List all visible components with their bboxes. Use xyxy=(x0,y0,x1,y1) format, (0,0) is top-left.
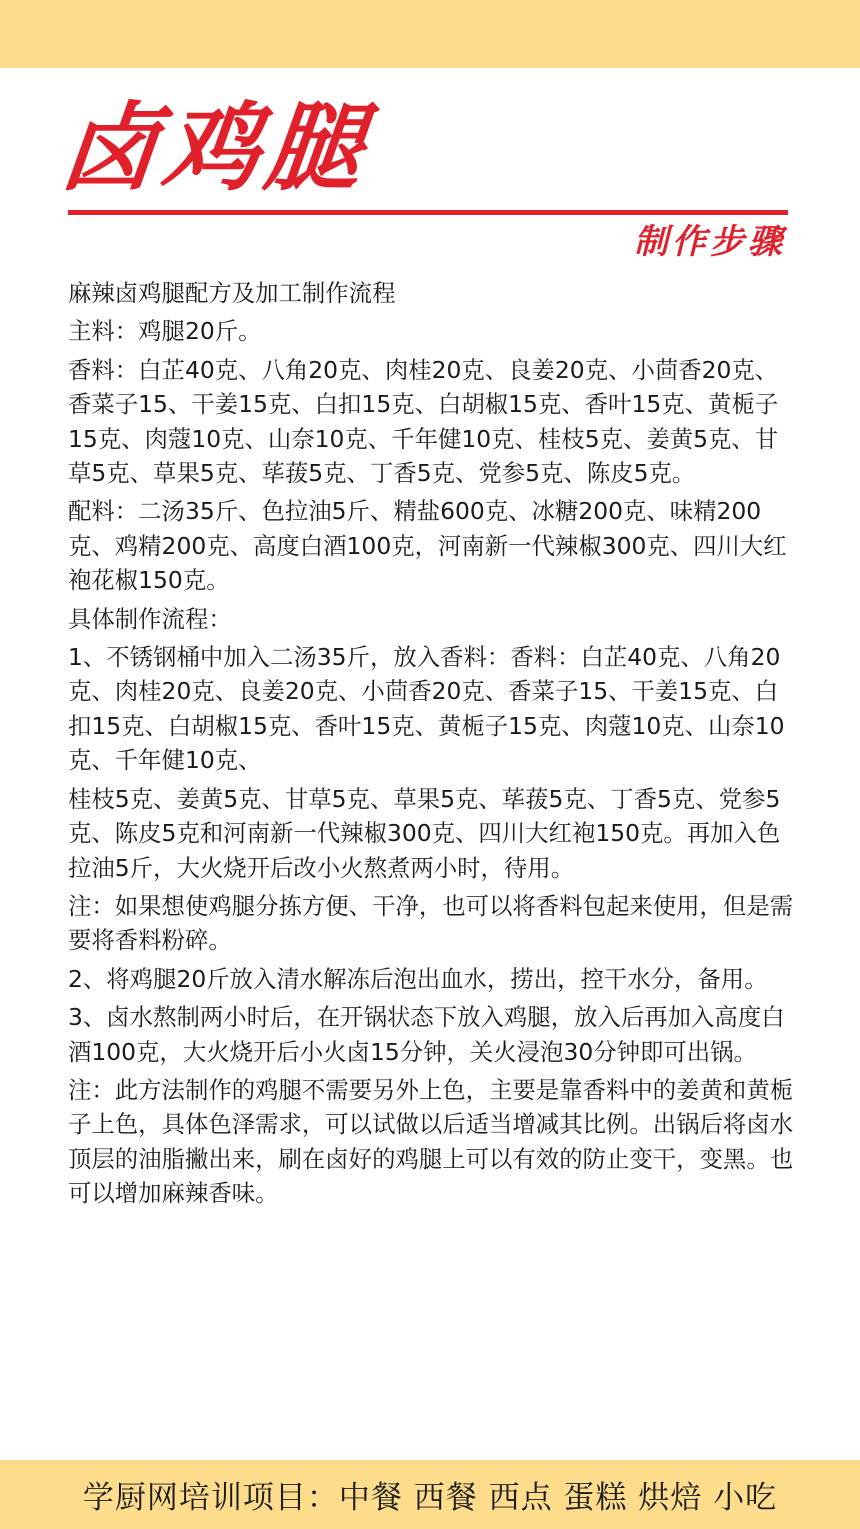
footer-text: 学厨网培训项目：中餐 西餐 西点 蛋糕 烘焙 小吃 xyxy=(82,1480,778,1516)
recipe-heading: 麻辣卤鸡腿配方及加工制作流程 xyxy=(68,279,396,307)
step-1: 1、不锈钢桶中加入二汤35斤，放入香料：香料：白芷40克、八角20克、肉桂20克、良姜20克、小茴香20克、香菜子15、干姜15克、白扣15克、白胡椒15克、香叶15克、黄栀子15克、肉蔻10克、山奈10克、千年健10克、 xyxy=(68,643,785,775)
process-heading: 具体制作流程： xyxy=(68,604,232,633)
note-2: 注：此方法制作的鸡腿不需要另外上色，主要是靠香料中的姜黄和黄栀子上色，具体色泽需求，可以试做以后适当增减其比例。出锅后将卤水顶层的油脂撇出来，刷在卤好的鸡腿上可以有效的防止变干，变黑。也可以增加麻辣香味。 xyxy=(68,1075,794,1208)
top-band xyxy=(0,0,860,68)
note-1: 注：如果想使鸡腿分拣方便、干净，也可以将香料包起来使用，但是需要将香料粉碎。 xyxy=(68,891,794,955)
spices-list: 香料：白芷40克、八角20克、肉桂20克、良姜20克、小茴香20克、香菜子15、干姜15克、白扣15克、白胡椒15克、香叶15克、黄栀子15克、肉蔻10克、山奈10克、千年健10克、桂枝5克、姜黄5克、甘草5克、草果5克、荜菝5克、丁香5克、党参5克、陈皮5克。 xyxy=(68,355,779,488)
main-ingredient: 主料：鸡腿20斤。 xyxy=(68,317,262,346)
page-title: 卤鸡腿 xyxy=(56,92,374,204)
step-3: 3、卤水熬制两小时后，在开锅状态下放入鸡腿，放入后再加入高度白酒100克，大火烧开后小火卤15分钟，关火浸泡30分钟即可出锅。 xyxy=(68,1003,785,1066)
title-divider xyxy=(68,210,788,215)
recipe-body xyxy=(68,276,794,1215)
step-1-continued: 桂枝5克、姜黄5克、甘草5克、草果5克、荜菝5克、丁香5克、党参5克、陈皮5克和河南新一代辣椒300克、四川大红袍150克。再加入色拉油5斤，大火烧开后改小火熬煮两小时，待用。 xyxy=(68,784,781,882)
footer-band xyxy=(0,1460,860,1529)
seasonings-list: 配料：二汤35斤、色拉油5斤、精盐600克、冰糖200克、味精200克、鸡精200克、高度白酒100克，河南新一代辣椒300克、四川大红袍花椒150克。 xyxy=(68,497,787,595)
step-2: 2、将鸡腿20斤放入清水解冻后泡出血水，捞出，控干水分，备用。 xyxy=(68,964,768,993)
page-subtitle: 制作步骤 xyxy=(634,222,786,262)
